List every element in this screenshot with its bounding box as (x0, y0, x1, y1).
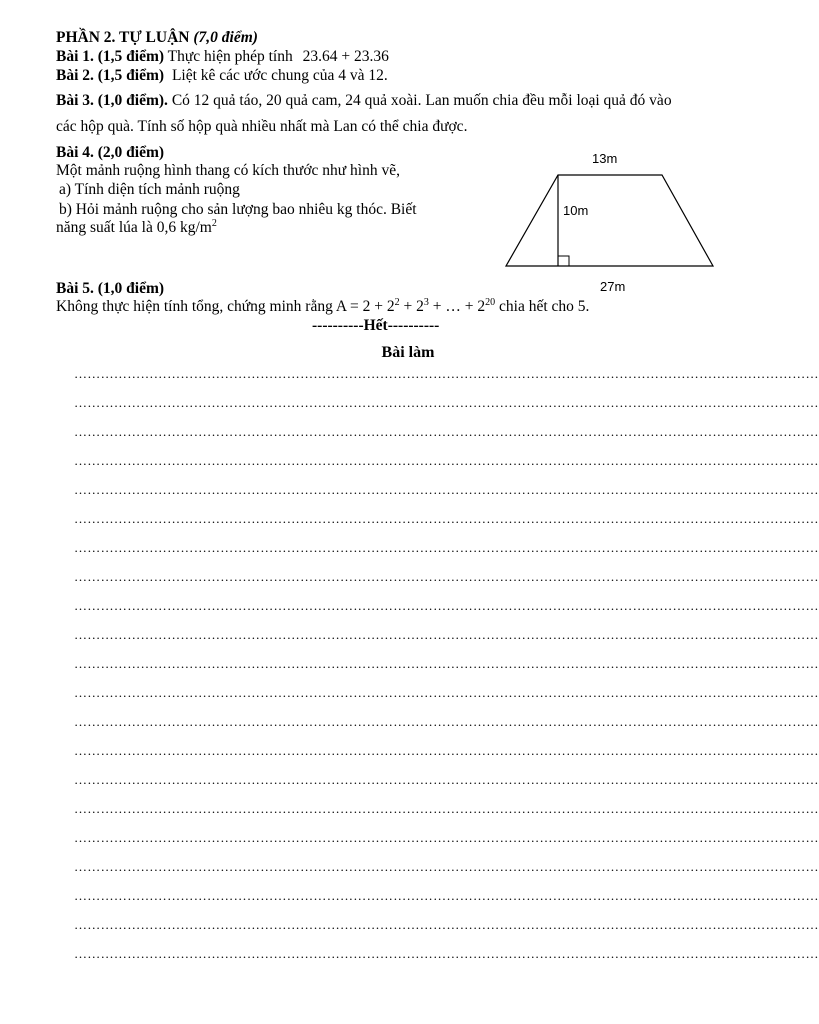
answer-line[interactable]: …………………………………………………………………………………………………………………………………………………… (74, 743, 819, 758)
section-points: (7,0 điểm) (193, 29, 258, 46)
bai4-part-b2: năng suất lúa là 0,6 $kg/m^2$ (56, 218, 217, 236)
answer-title: Bài làm (381, 344, 435, 361)
section-title: PHẦN 2. TỰ LUẬN (56, 29, 190, 46)
answer-line[interactable]: …………………………………………………………………………………………………………………………………………………… (74, 685, 819, 700)
bai5-label: Bài 5. (1,0 điểm) (56, 280, 165, 297)
bai4-part-a: a) Tính diện tích mảnh ruộng (59, 181, 240, 198)
bai4-label: Bài 4. (2,0 điểm) (56, 144, 165, 161)
answer-line[interactable]: …………………………………………………………………………………………………………………………………………………… (74, 453, 819, 468)
answer-line[interactable]: …………………………………………………………………………………………………………………………………………………… (74, 366, 819, 381)
bai5-text: Không thực hiện tính tổng, chứng minh rằng $A = 2 + 2^2 + 2^3$ + … + $2^{20}$ chia hết cho 5. (56, 297, 590, 315)
answer-line[interactable]: …………………………………………………………………………………………………………………………………………………… (74, 917, 819, 932)
answer-line[interactable]: …………………………………………………………………………………………………………………………………………………… (74, 424, 819, 439)
bai3-text-line2: các hộp quà. Tính số hộp quà nhiều nhất mà Lan có thể chia được. (56, 118, 468, 135)
trapezoid-top-label: 13m (592, 151, 618, 166)
bai2-text: Liệt kê các ước chung của 4 và 12. (171, 67, 388, 84)
answer-line[interactable]: …………………………………………………………………………………………………………………………………………………… (74, 859, 819, 874)
bai1-label: Bài 1. (1,5 điểm) (56, 48, 165, 65)
answer-line[interactable]: …………………………………………………………………………………………………………………………………………………… (74, 395, 819, 410)
answer-line[interactable]: …………………………………………………………………………………………………………………………………………………… (74, 482, 819, 497)
answer-line[interactable]: …………………………………………………………………………………………………………………………………………………… (74, 801, 819, 816)
bai3-label: Bài 3. (1,0 điểm). (56, 92, 168, 109)
answer-line[interactable]: …………………………………………………………………………………………………………………………………………………… (74, 714, 819, 729)
bai4-part-b: b) Hỏi mảnh ruộng cho sản lượng bao nhiêu kg thóc. Biết (59, 201, 417, 218)
bai1-text: Thực hiện phép tính (167, 48, 293, 65)
right-angle-marker (558, 256, 569, 266)
trapezoid-bottom-label: 27m (600, 279, 626, 294)
answer-line[interactable]: …………………………………………………………………………………………………………………………………………………… (74, 888, 819, 903)
end-marker: ----------Hết---------- (312, 317, 440, 334)
bai4-intro: Một mảnh ruộng hình thang có kích thước như hình vẽ, (56, 162, 400, 179)
answer-line[interactable]: …………………………………………………………………………………………………………………………………………………… (74, 656, 819, 671)
bai1-expression: 23.64 + 23.36 (302, 48, 389, 65)
answer-line[interactable]: …………………………………………………………………………………………………………………………………………………… (74, 598, 819, 613)
answer-line[interactable]: …………………………………………………………………………………………………………………………………………………… (74, 511, 819, 526)
bai2-label: Bài 2. (1,5 điểm) (56, 67, 165, 84)
bai2-line (56, 67, 388, 85)
section-heading (56, 29, 258, 47)
answer-line[interactable]: …………………………………………………………………………………………………………………………………………………… (74, 569, 819, 584)
answer-line[interactable]: …………………………………………………………………………………………………………………………………………………… (74, 946, 819, 961)
trapezoid-shape (506, 175, 713, 266)
answer-line[interactable]: …………………………………………………………………………………………………………………………………………………… (74, 540, 819, 555)
bai1-line (56, 48, 389, 66)
bai3-line1 (56, 92, 672, 110)
trapezoid-height-label: 10m (563, 203, 589, 218)
answer-line[interactable]: …………………………………………………………………………………………………………………………………………………… (74, 627, 819, 642)
answer-line[interactable]: …………………………………………………………………………………………………………………………………………………… (74, 772, 819, 787)
bai3-text-line1: Có 12 quả táo, 20 quả cam, 24 quả xoài. Lan muốn chia đều mỗi loại quả đó vào (171, 92, 672, 109)
trapezoid-figure (500, 148, 720, 298)
answer-line[interactable]: …………………………………………………………………………………………………………………………………………………… (74, 830, 819, 845)
